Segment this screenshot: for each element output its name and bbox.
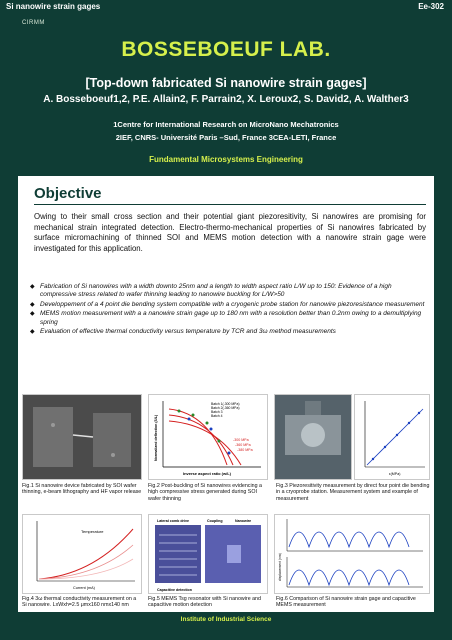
affiliation-2: 2IEF, CNRS- Université Paris –Sud, France 3CEA-LETI, France [115,133,337,142]
piezoresistance-plot [355,395,429,479]
fig4-caption: Fig.4 3ω thermal conductivity measurement on a Si nanowire. LxWxh=2.5 μmx160 nmx140 nm [22,596,137,609]
sem-nanowire-illustration [23,395,141,479]
affiliation-1: 1Centre for International Research on MicroNano Mechatronics [113,120,339,129]
cirmm-logo-text: CIRMM [22,20,45,26]
list-item: ◆ MEMS motion measurement with a a nanowire strain gage up to 180 nm with a resolution better than 0.2nm owing to a demultiplying spring [30,310,422,326]
content-panel [18,176,434,612]
topic-label: Si nanowire strain gages [6,2,101,11]
diagram-label: Capacitive detection [157,588,192,592]
fig1-caption: Fig.1 Si nanowire device fabricated by SOI wafer thinning, e-beam lithography and HF vapor release [22,483,142,496]
fig2-caption: Fig.2 Post-buckling of Si nanowires evidencing a high compressive stress generated during SOI wafer thinning [148,483,262,502]
fig2-chart [148,394,268,480]
y-axis-label: displacement (nm) [278,553,282,581]
stress-annotation: -360 MPa [235,443,251,447]
thermal-conductivity-plot [23,515,141,593]
objective-bullets [30,283,426,337]
fig1-sem-image [22,394,142,480]
fig3-plot [354,394,430,480]
fig3-caption: Fig.3 Piezoresitivity measurement by direct four point die bending in a cryoprobe station. Measurement system and example of measurement [276,483,430,502]
fig5-caption: Fig.5 MEMS Tsg resonator with Si nanowire and capacitive motion detection [148,596,261,609]
x-axis-label: ε(MPa) [389,472,401,476]
footer-institute: Institute of Industrial Science [180,616,272,623]
fig3-photo [274,394,352,480]
buckling-plot [149,395,267,479]
objective-intro: Owing to their small cross section and their potential giant piezoresitivity, Si nanowires are promising for mechanical strain integrated detection. Electro-thermo-mechanical properties of Si nanowires fabricated by surface micromachining of thinned SOI and MEMS motion detection with a nanowire strain gage were investigated for this application. [34,212,426,253]
diagram-label: Nanowire [235,519,252,523]
diamond-bullet-icon: ◆ [30,311,35,318]
stress-annotation: -300 MPa [233,438,249,442]
fig5-image [148,514,268,594]
diagram-label: Coupling [207,519,223,523]
list-item: ◆ Evaluation of effective thermal conductivity versus temperature by TCR and 3ω method measurements [30,328,336,336]
objective-divider [34,204,426,205]
diamond-bullet-icon: ◆ [30,284,35,290]
x-axis-label: Current (mA) [73,586,95,590]
mems-resonator-illustration [149,515,267,593]
list-item: ◆ Developpement of a 4 point die bending system compatible with a cryogenic probe station for nanowire piezoresistance measurement [30,300,425,308]
diagram-label: Lateral comb drive [157,519,189,523]
legend-entry: Batch 1(-300 MPa) [211,402,240,406]
diamond-bullet-icon: ◆ [30,301,35,308]
fig6-caption: Fig.6 Comparison of Si nanowire strain gage and capacitive MEMS measurement [276,596,416,609]
poster-header [0,14,452,172]
x-axis-label: Inverse aspect ratio (w/L) [183,471,232,476]
poster-code: Ee-302 [418,2,444,11]
diamond-bullet-icon: ◆ [30,329,35,336]
author-list: A. Bosseboeuf1,2, P.E. Allain2, F. Parrain2, X. Leroux2, S. David2, A. Walther3 [43,94,409,105]
y-axis-label: Normalized deflection (δ/L) [154,414,158,461]
strain-gage-comparison-plot [275,515,429,593]
legend-entry: Batch 3 [211,410,223,414]
lab-title: BOSSEBOEUF LAB. [121,38,331,61]
list-item: ◆ Fabrication of Si nanowires with a width downto 25nm and a length to width aspect ratio L/W up to 150: Evidence of a high compressive stress related to wafer thinning leading to nanowire buckling for L/W>50 [30,283,392,299]
legend-entry: Batch 2(-360 MPa) [211,406,240,410]
curve-label: Temperature [81,529,104,534]
top-bar [0,0,452,14]
legend-entry: Batch 4 [211,414,223,418]
fig6-chart [274,514,430,594]
poster-subtitle: [Top-down fabricated Si nanowire strain gages] [85,76,367,90]
fig4-chart [22,514,142,594]
department: Fundamental Microsystems Engineering [149,155,303,164]
objective-title: Objective [34,185,102,202]
cryoprobe-photo-illustration [275,395,351,479]
stress-annotation: -380 MPa [237,448,253,452]
